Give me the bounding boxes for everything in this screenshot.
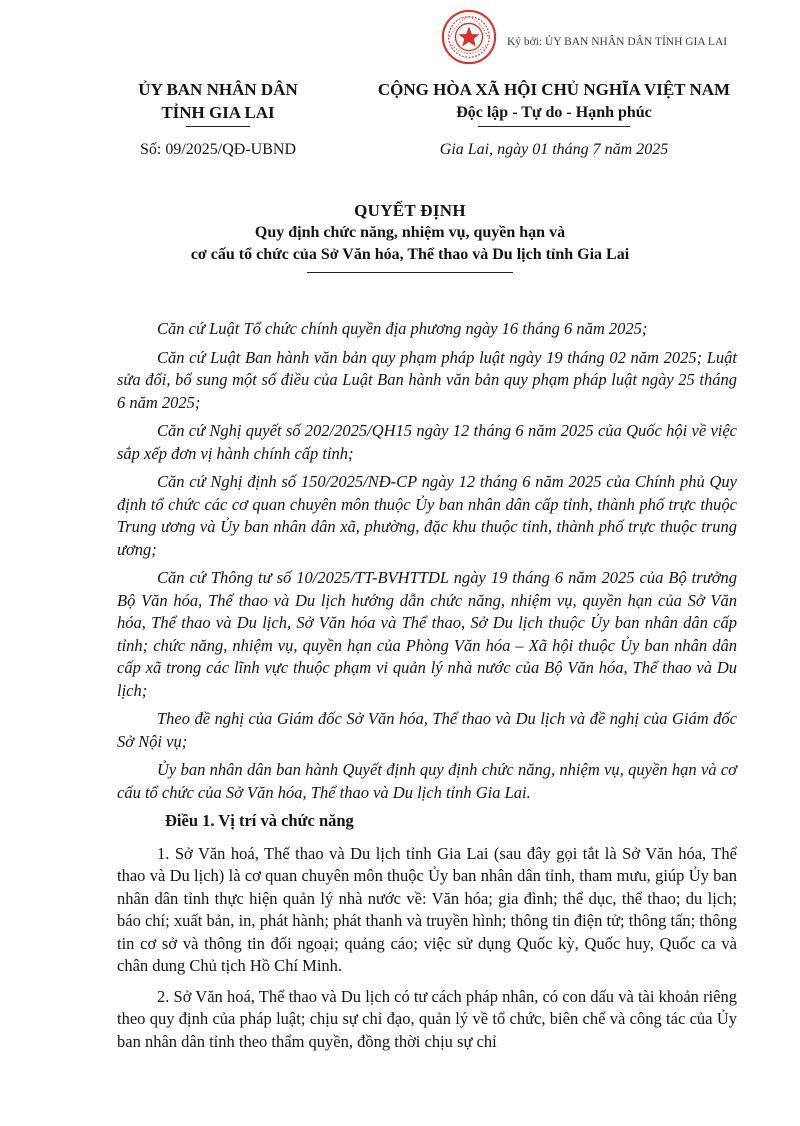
signed-by-note: Ký bởi: ỦY BAN NHÂN DÂN TỈNH GIA LAI xyxy=(507,36,728,48)
legal-basis-paragraph: Căn cứ Luật Ban hành văn bản quy phạm pháp luật ngày 19 tháng 02 năm 2025; Luật sửa đổi, bổ sung một số điều của Luật Ban hành văn bản quy phạm pháp luật ngày 25 tháng 6 năm 2025; xyxy=(117,347,737,412)
legal-basis-paragraph: Căn cứ Nghị quyết số 202/2025/QH15 ngày 12 tháng 6 năm 2025 của Quốc hội về việc sắp xếp đơn vị hành chính cấp tỉnh; xyxy=(117,421,737,463)
legal-basis-paragraph: Căn cứ Nghị định số 150/2025/NĐ-CP ngày 12 tháng 6 năm 2025 của Chính phủ Quy định tổ chức các cơ quan chuyên môn thuộc Ủy ban nhân dân cấp tỉnh, thành phố trực thuộc Trung ương và Ủy ban nhân dân xã, phường, đặc khu thuộc tỉnh, thành phố trực thuộc trung ương; xyxy=(117,472,737,559)
agency-line-2: TỈNH GIA LAI xyxy=(161,103,275,122)
subject-line-2: cơ cấu tổ chức của Sở Văn hóa, Thể thao và Du lịch tỉnh Gia Lai xyxy=(190,246,630,263)
document-type: QUYẾT ĐỊNH xyxy=(354,201,466,220)
motto-underline xyxy=(478,126,630,127)
subject-line-1: Quy định chức năng, nhiệm vụ, quyền hạn và xyxy=(254,224,566,241)
issuing-agency xyxy=(118,78,318,127)
document-title xyxy=(100,200,720,273)
document-body xyxy=(117,318,737,1061)
legal-basis-paragraph: Căn cứ Luật Tổ chức chính quyền địa phương ngày 16 tháng 6 năm 2025; xyxy=(157,319,648,338)
agency-underline xyxy=(186,126,250,127)
legal-basis-paragraph: Căn cứ Thông tư số 10/2025/TT-BVHTTDL ngày 19 tháng 6 năm 2025 của Bộ trưởng Bộ Văn hóa, Thể thao và Du lịch hướng dẫn chức năng, nhiệm vụ, quyền hạn của Sở Văn hóa, Thể thao và Du lịch, Sở Văn hóa và Thể thao, Sở Du lịch thuộc Ủy ban nhân dân cấp tỉnh; chức năng, nhiệm vụ, quyền hạn của Phòng Văn hóa – Xã hội thuộc Ủy ban nhân dân cấp xã trong các lĩnh vực thuộc phạm vi quản lý nhà nước của Bộ Văn hóa, Thể thao và Du lịch; xyxy=(117,568,737,700)
national-heading xyxy=(364,78,744,127)
document-number: Số: 09/2025/QĐ-UBND xyxy=(139,141,296,158)
article-heading: Điều 1. Vị trí và chức năng xyxy=(165,811,354,830)
legal-basis-paragraph: Ủy ban nhân dân ban hành Quyết định quy định chức năng, nhiệm vụ, quyền hạn và cơ cấu tổ chức của Sở Văn hóa, Thể thao và Du lịch tỉnh Gia Lai. xyxy=(117,760,737,802)
seal-icon xyxy=(440,8,498,66)
nation-line-1: CỘNG HÒA XÃ HỘI CHỦ NGHĨA VIỆT NAM xyxy=(377,80,731,99)
nation-motto: Độc lập - Tự do - Hạnh phúc xyxy=(456,104,652,121)
article-clause: 1. Sở Văn hoá, Thể thao và Du lịch tỉnh Gia Lai (sau đây gọi tắt là Sở Văn hóa, Thể thao và Du lịch) là cơ quan chuyên môn thuộc Ủy ban nhân dân tỉnh, tham mưu, giúp Ủy ban nhân dân tỉnh thực hiện quản lý nhà nước về: Văn hóa; gia đình; thể dục, thể thao; du lịch; báo chí; xuất bản, in, phát hành; phát thanh và truyền hình; thông tin điện tử; thông tấn; thông tin cơ sở và thông tin đối ngoại; quảng cáo; việc sử dụng Quốc kỳ, Quốc huy, Quốc ca và chân dung Chủ tịch Hồ Chí Minh. xyxy=(117,843,737,975)
agency-line-1: ỦY BAN NHÂN DÂN xyxy=(138,80,298,99)
title-underline xyxy=(307,272,513,273)
legal-basis-paragraph: Theo đề nghị của Giám đốc Sở Văn hóa, Thể thao và Du lịch và đề nghị của Giám đốc Sở Nội vụ; xyxy=(117,709,737,751)
article-clause: 2. Sở Văn hoá, Thể thao và Du lịch có tư cách pháp nhân, có con dấu và tài khoản riêng theo quy định của pháp luật; chịu sự chỉ đạo, quản lý về tổ chức, biên chế và công tác của Ủy ban nhân dân tỉnh theo thẩm quyền, đồng thời chịu sự chỉ xyxy=(117,986,737,1051)
place-date: Gia Lai, ngày 01 tháng 7 năm 2025 xyxy=(439,141,669,158)
